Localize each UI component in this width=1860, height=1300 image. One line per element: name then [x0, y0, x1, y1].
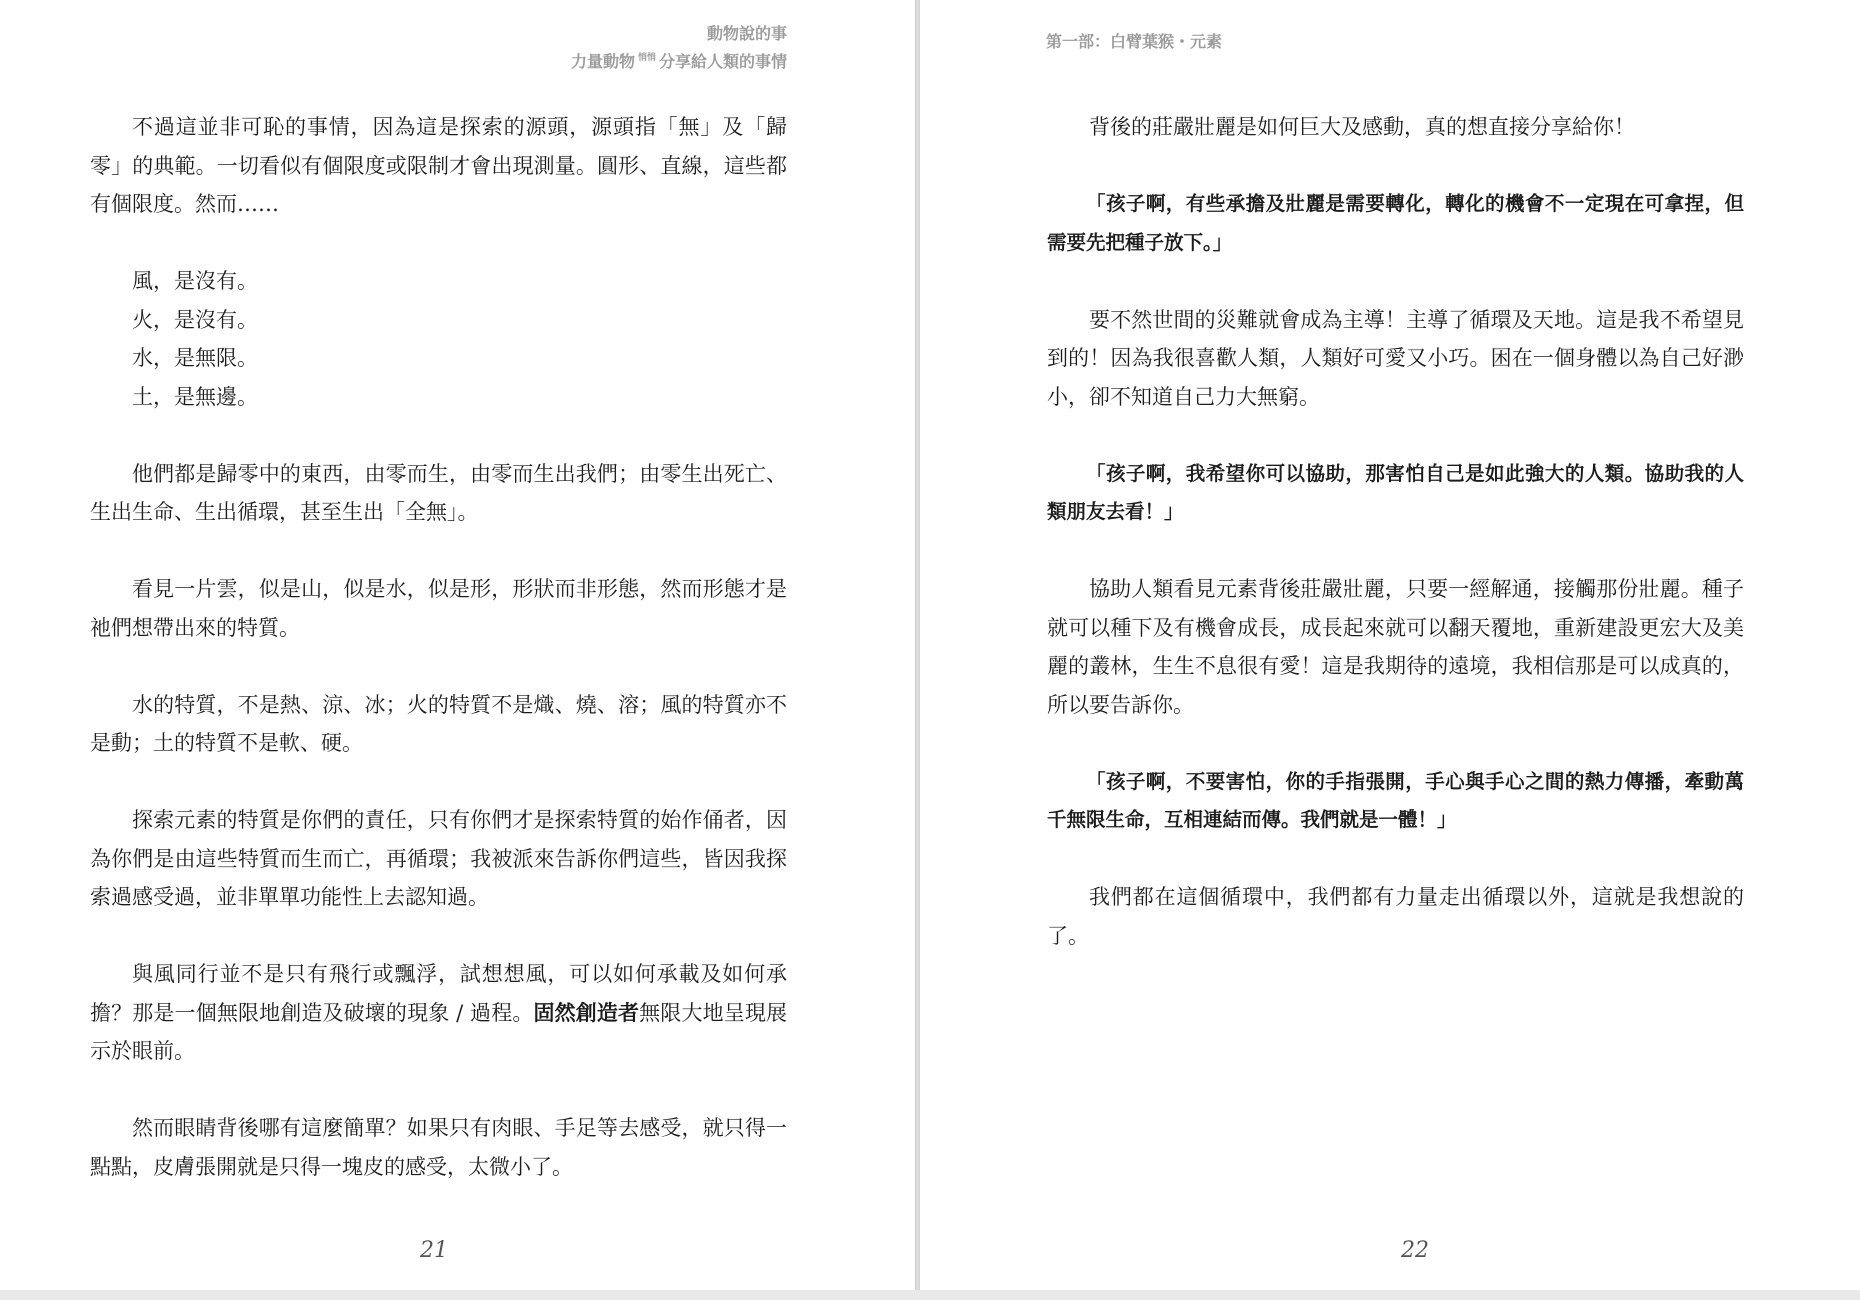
subtitle-ruby: 悄悄 — [637, 53, 656, 63]
right-page — [920, 0, 1860, 1290]
paragraph: 看見一片雲，似是山，似是水，似是形，形狀而非形態，然而形態才是祂們想帶出來的特質。 — [90, 577, 787, 640]
book-title: 動物說的事 — [706, 24, 787, 43]
quote-paragraph: 「孩子啊，有些承擔及壯麗是需要轉化，轉化的機會不一定現在可拿捏，但需要先把種子放下。」 — [1047, 192, 1744, 254]
left-page — [0, 0, 915, 1290]
viewer-bottom-edge — [0, 1290, 1860, 1300]
quote-paragraph: 「孩子啊，不要害怕，你的手指張開，手心與手心之間的熱力傳播，牽動萬千無限生命，互相連結而傳。我們就是一體！」 — [1047, 769, 1744, 831]
left-body-text — [90, 108, 787, 1225]
paragraph: 他們都是歸零中的東西，由零而生，由零而生出我們；由零生出死亡、生出生命、生出循環，甚至生出「全無」。 — [90, 461, 787, 524]
bold-emphasis: 固然創造者 — [533, 999, 640, 1025]
list-item: 土，是無邊。 — [132, 384, 258, 409]
paragraph: 背後的莊嚴壯麗是如何巨大及感動，真的想直接分享給你！ — [1089, 115, 1635, 139]
page-number: 21 — [420, 1238, 448, 1263]
element-list — [90, 262, 787, 416]
list-item: 火，是沒有。 — [132, 307, 258, 332]
paragraph: 協助人類看見元素背後莊嚴壯麗，只要一經解通，接觸那份壯麗。種子就可以種下及有機會成長，成長起來就可以翻天覆地，重新建設更宏大及美麗的叢林，生生不息很有愛！這是我期待的遠境，我相信那是可以成真的，所以要告訴你。 — [1047, 577, 1744, 717]
list-item: 水，是無限。 — [132, 346, 258, 370]
paragraph: 水的特質，不是熱、涼、冰；火的特質不是熾、燒、溶；風的特質亦不是動；土的特質不是軟、硬。 — [90, 692, 787, 755]
left-running-header — [571, 22, 787, 74]
page-number: 22 — [1401, 1238, 1429, 1263]
quote-paragraph: 「孩子啊，我希望你可以協助，那害怕自己是如此強大的人類。協助我的人類朋友去看！」 — [1047, 461, 1744, 523]
paragraph: 探索元素的特質是你們的責任，只有你們才是探索特質的始作俑者，因為你們是由這些特質而生而亡，再循環；我被派來告訴你們這些，皆因我探索過感受過，並非單單功能性上去認知過。 — [90, 808, 787, 909]
book-subtitle: 力量動物 $^{悄悄}$ 分享給人類的事情 — [570, 52, 787, 71]
paragraph: 然而眼睛背後哪有這麼簡單？如果只有肉眼、手足等去感受，就只得一點點，皮膚張開就是只得一塊皮的感受，太微小了。 — [90, 1116, 787, 1179]
paragraph: 我們都在這個循環中，我們都有力量走出循環以外，這就是我想說的了。 — [1047, 885, 1744, 948]
list-item: 風，是沒有。 — [132, 269, 258, 293]
paragraph: 與風同行並不是只有飛行或飄浮，試想想風，可以如何承載及如何承擔？那是一個無限地創造及破壞的現象 / 過程。固然創造者無限大地呈現展示於眼前。 — [90, 962, 788, 1063]
right-running-header: 第一部：白臂葉猴・元素 — [1046, 32, 1223, 51]
paragraph: 不過這並非可恥的事情，因為這是探索的源頭，源頭指「無」及「歸零」的典範。一切看似有個限度或限制才會出現測量。圓形、直線，這些都有個限度。然而…… — [90, 115, 787, 216]
paragraph: 要不然世間的災難就會成為主導！主導了循環及天地。這是我不希望見到的！因為我很喜歡人類，人類好可愛又小巧。困在一個身體以為自己好渺小，卻不知道自己力大無窮。 — [1047, 307, 1744, 409]
right-body-text — [1047, 108, 1744, 994]
